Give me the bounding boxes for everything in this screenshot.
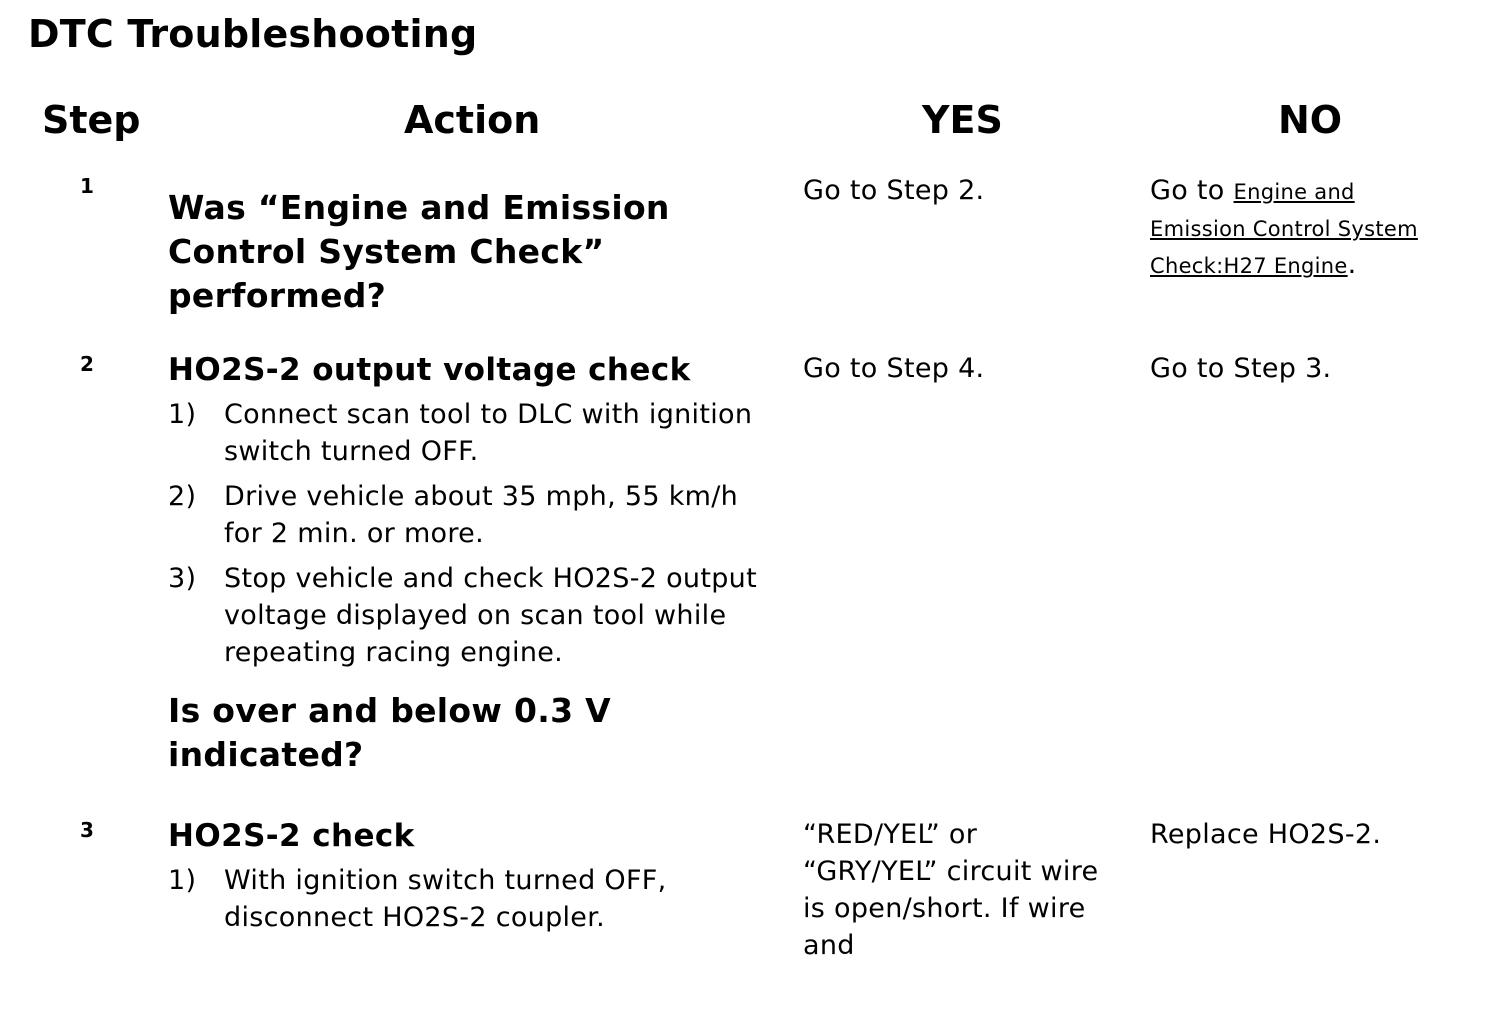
engine-emission-check-link[interactable]: Engine and Emission Control System Check:H27 Engine xyxy=(1150,180,1418,278)
step-number: 1 xyxy=(80,174,94,198)
substep-number: 1) xyxy=(168,399,197,430)
substep-text: Stop vehicle and check HO2S-2 output voltage displayed on scan tool while repeating racing engine. xyxy=(224,563,757,668)
substep-item xyxy=(168,862,764,936)
step-number: 3 xyxy=(80,818,94,842)
no-cell: Go to Step 3. xyxy=(1150,353,1332,384)
column-header-yes: YES xyxy=(922,98,1003,142)
substep-number: 2) xyxy=(168,481,197,512)
action-cell xyxy=(168,350,768,777)
column-header-no: NO xyxy=(1278,98,1343,142)
substep-text: Connect scan tool to DLC with ignition switch turned OFF. xyxy=(224,399,753,467)
substep-list xyxy=(168,862,768,936)
no-prefix: Go to xyxy=(1150,175,1225,206)
substep-item xyxy=(168,396,764,470)
column-header-step: Step xyxy=(42,98,141,142)
substep-number: 1) xyxy=(168,865,197,896)
substep-list xyxy=(168,396,768,671)
no-cell xyxy=(1150,172,1450,283)
step-question: Is over and below 0.3 V indicated? xyxy=(168,691,611,774)
substep-number: 3) xyxy=(168,563,197,594)
step-number: 2 xyxy=(80,352,94,376)
page-title: DTC Troubleshooting xyxy=(28,12,478,56)
yes-cell: Go to Step 4. xyxy=(803,353,985,384)
step-question: Was “Engine and Emission Control System Check” performed? xyxy=(168,188,670,315)
no-suffix: . xyxy=(1347,249,1357,280)
yes-cell: Go to Step 2. xyxy=(803,175,985,206)
substep-item xyxy=(168,560,764,671)
substep-item xyxy=(168,478,764,552)
step-heading: HO2S-2 output voltage check xyxy=(168,352,691,388)
action-cell xyxy=(168,816,768,944)
step-heading: HO2S-2 check xyxy=(168,818,415,854)
yes-cell: “RED/YEL” or “GRY/YEL” circuit wire is open/short. If wire and xyxy=(803,819,1099,961)
column-header-action: Action xyxy=(404,98,541,142)
substep-text: Drive vehicle about 35 mph, 55 km/h for 2 min. or more. xyxy=(224,481,739,549)
no-cell: Replace HO2S-2. xyxy=(1150,819,1382,850)
substep-text: With ignition switch turned OFF, disconnect HO2S-2 coupler. xyxy=(224,865,667,933)
action-cell xyxy=(168,186,728,318)
